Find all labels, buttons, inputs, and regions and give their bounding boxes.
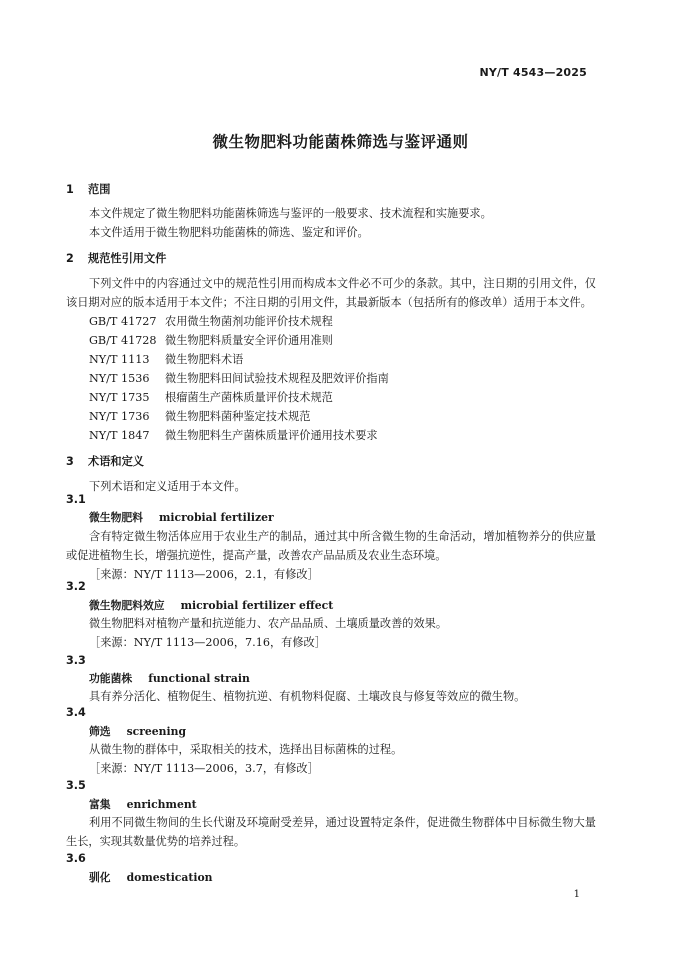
reference-item: [89, 312, 333, 331]
term-source: ［来源：NY/T 1113—2006，3.7，有修改］: [89, 762, 319, 775]
section-number: 2: [66, 252, 74, 265]
reference-item: [89, 331, 333, 350]
term-en: functional strain: [148, 672, 250, 685]
term-heading: [89, 510, 274, 525]
term-zh: 驯化: [89, 871, 111, 884]
term-definition: 利用不同微生物间的生长代谢及环境耐受差异，通过设置特定条件，促进微生物群体中目标微生物大量生长，实现其数量优势的培养过程。: [66, 816, 596, 848]
section-title: 术语和定义: [88, 455, 144, 468]
paragraph: 本文件规定了微生物肥料功能菌株筛选与鉴评的一般要求、技术流程和实施要求。: [89, 207, 492, 220]
term-number: 3.6: [66, 852, 86, 865]
term-number: 3.2: [66, 580, 86, 593]
term-en: domestication: [126, 871, 213, 884]
section-title: 范围: [88, 183, 111, 196]
reference-code: GB/T 41727: [89, 315, 157, 328]
reference-title: 微生物肥料生产菌株质量评价通用技术要求: [165, 429, 378, 442]
section-title: 规范性引用文件: [88, 252, 167, 265]
reference-code: NY/T 1536: [89, 372, 150, 385]
reference-title: 农用微生物菌剂功能评价技术规程: [165, 315, 333, 328]
reference-code: NY/T 1847: [89, 429, 150, 442]
term-number: 3.5: [66, 779, 86, 792]
term-zh: 富集: [89, 798, 111, 811]
section-heading-1: [66, 181, 110, 197]
reference-item: [89, 407, 310, 426]
term-zh: 筛选: [89, 725, 111, 738]
term-number: 3.1: [66, 493, 86, 506]
term-en: microbial fertilizer effect: [180, 599, 334, 612]
reference-item: [89, 388, 333, 407]
section-number: 3: [66, 455, 74, 468]
term-number: 3.4: [66, 706, 86, 719]
document-title: 微生物肥料功能菌株筛选与鉴评通则: [212, 133, 469, 151]
term-definition: 具有养分活化、植物促生、植物抗逆、有机物料促腐、土壤改良与修复等效应的微生物。: [89, 690, 526, 703]
paragraph: 下列术语和定义适用于本文件。: [89, 480, 246, 493]
term-en: screening: [126, 725, 187, 738]
reference-code: GB/T 41728: [89, 334, 157, 347]
page-number: 1: [573, 889, 580, 900]
reference-code: NY/T 1735: [89, 391, 150, 404]
term-source: ［来源：NY/T 1113—2006，7.16，有修改］: [89, 636, 326, 649]
term-heading: [89, 724, 186, 739]
term-definition: 含有特定微生物活体应用于农业生产的制品，通过其中所含微生物的生命活动，增加植物养分的供应量或促进植物生长，增强抗逆性，提高产量，改善农产品品质及农业生态环境。: [66, 530, 596, 562]
term-definition: 微生物肥料对植物产量和抗逆能力、农产品品质、土壤质量改善的效果。: [89, 617, 448, 630]
term-heading: [89, 671, 250, 686]
term-heading: [89, 598, 333, 613]
reference-title: 根瘤菌生产菌株质量评价技术规范: [165, 391, 333, 404]
standard-code: NY/T 4543—2025: [479, 66, 587, 79]
reference-title: 微生物肥料术语: [165, 353, 244, 366]
section-number: 1: [66, 183, 74, 196]
reference-code: NY/T 1736: [89, 410, 150, 423]
term-zh: 微生物肥料: [89, 511, 143, 524]
term-zh: 微生物肥料效应: [89, 599, 165, 612]
section-heading-3: [66, 453, 144, 469]
term-zh: 功能菌株: [89, 672, 133, 685]
term-number: 3.3: [66, 654, 86, 667]
reference-item: [89, 426, 378, 445]
term-definition: 从微生物的群体中，采取相关的技术，选择出目标菌株的过程。: [89, 743, 403, 756]
term-source: ［来源：NY/T 1113—2006，2.1，有修改］: [89, 568, 319, 581]
reference-item: [89, 369, 389, 388]
paragraph: 下列文件中的内容通过文中的规范性引用而构成本文件必不可少的条款。其中，注日期的引用文件，仅该日期对应的版本适用于本文件；不注日期的引用文件，其最新版本（包括所有的修改单）适用于本文件。: [66, 277, 596, 309]
term-en: enrichment: [126, 798, 197, 811]
paragraph: 本文件适用于微生物肥料功能菌株的筛选、鉴定和评价。: [89, 226, 369, 239]
section-heading-2: [66, 250, 166, 266]
reference-title: 微生物肥料田间试验技术规程及肥效评价指南: [165, 372, 389, 385]
term-heading: [89, 870, 213, 885]
reference-title: 微生物肥料质量安全评价通用准则: [165, 334, 333, 347]
reference-item: [89, 350, 243, 369]
term-en: microbial fertilizer: [158, 511, 274, 524]
reference-code: NY/T 1113: [89, 353, 150, 366]
term-heading: [89, 797, 197, 812]
reference-title: 微生物肥料菌种鉴定技术规范: [165, 410, 311, 423]
